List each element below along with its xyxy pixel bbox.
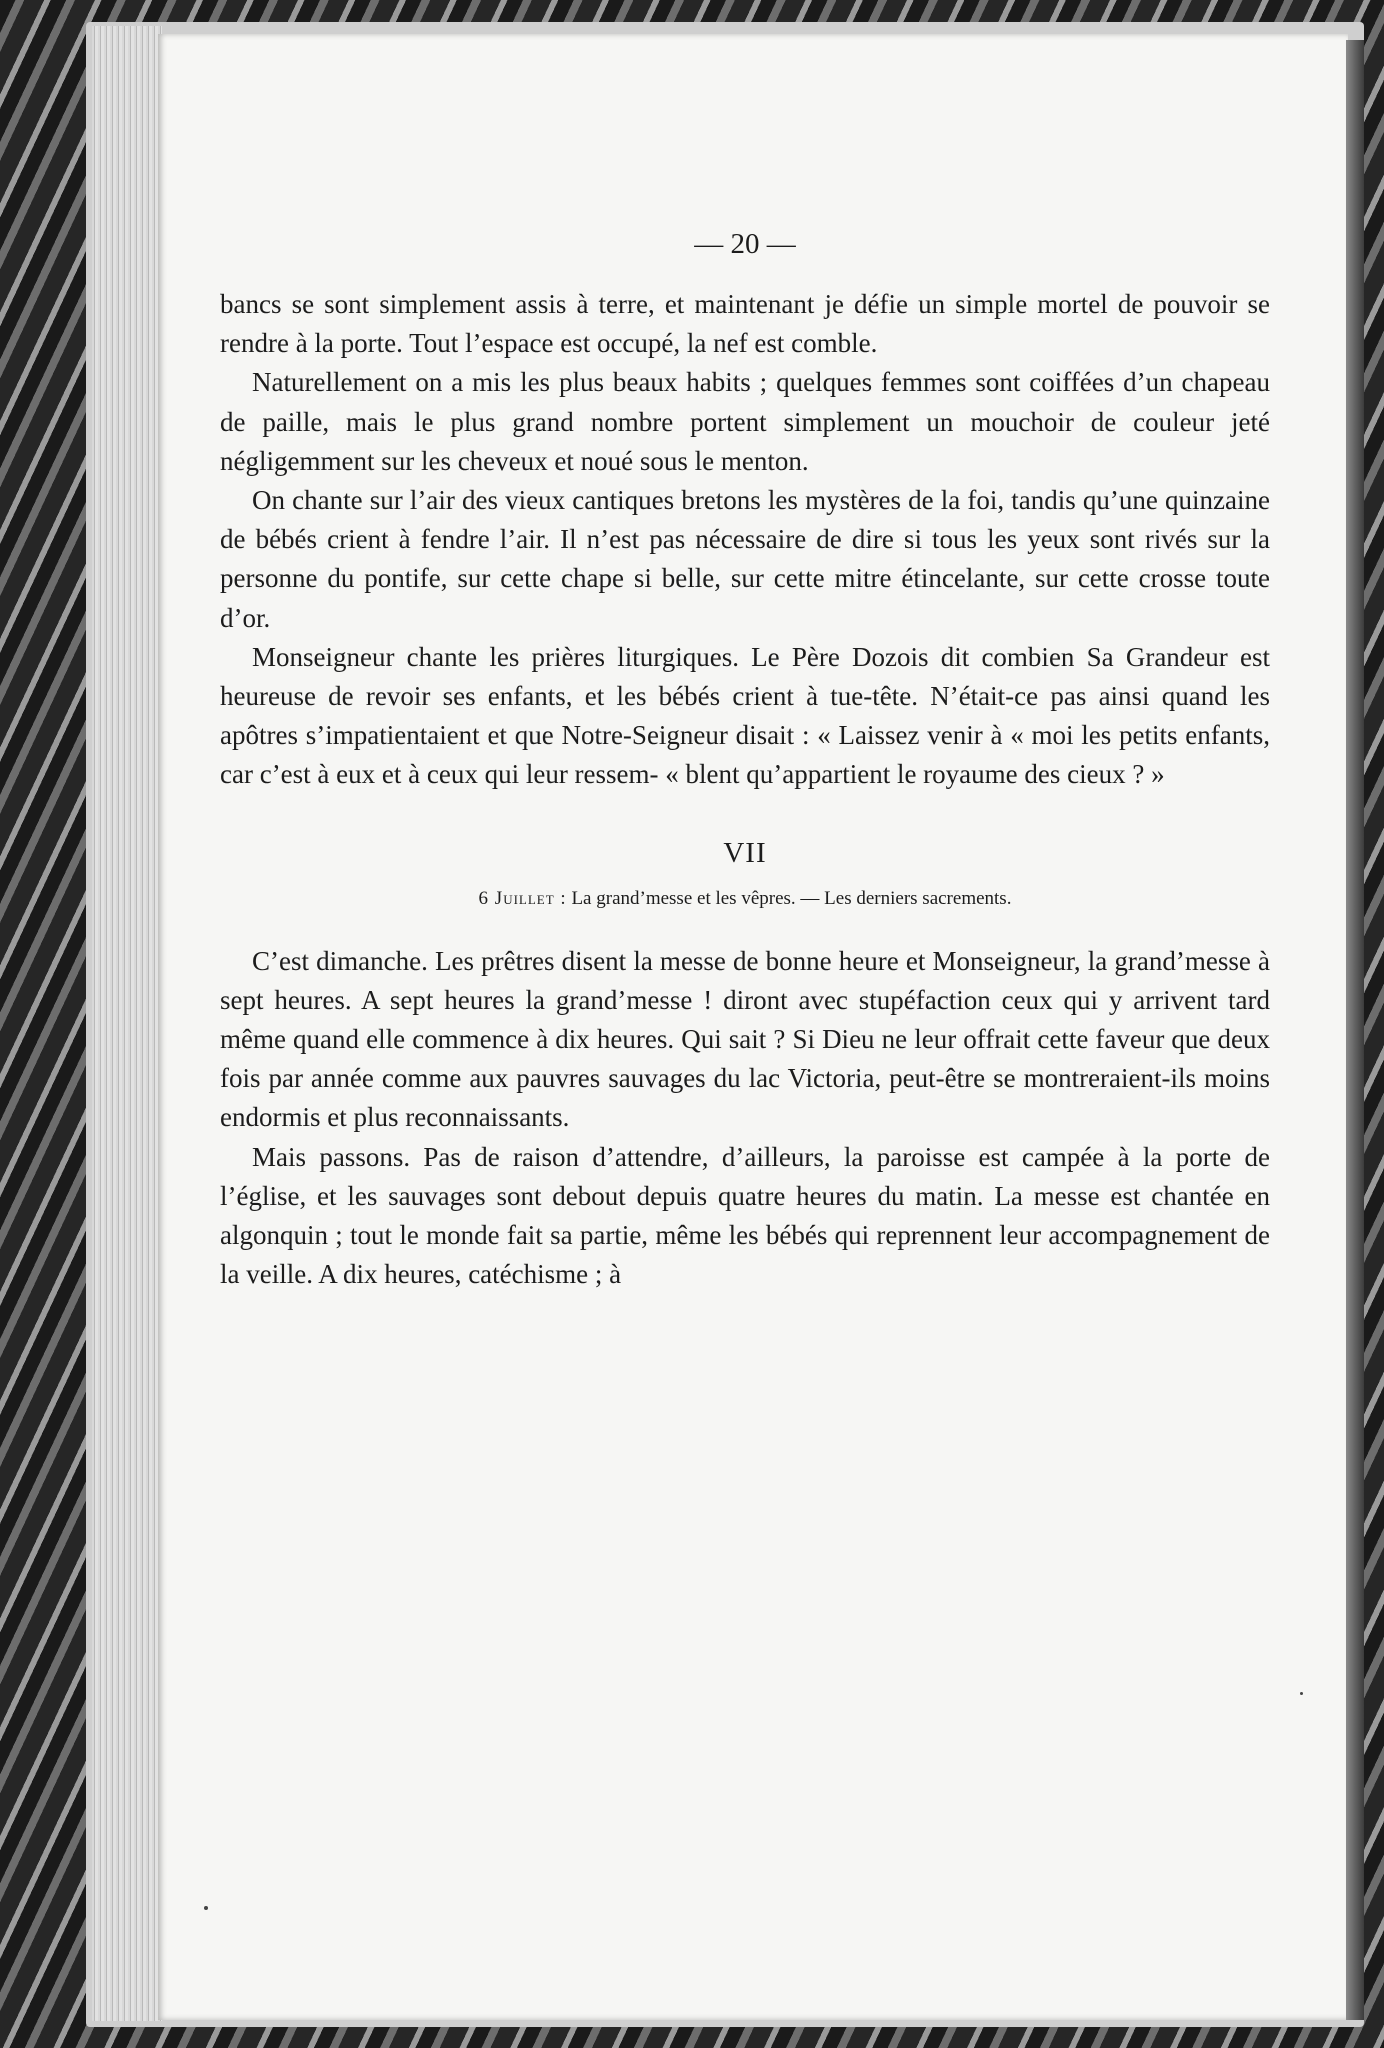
paragraph: On chante sur l’air des vieux cantiques bretons les mystères de la foi, tandis qu’une quinzaine de bébés crient à fendre l’air. Il n’est pas nécessaire de dire si tous les yeux sont rivés sur la personne du pontife, sur cette chape si belle, sur cette mitre étincelante, sur cette crosse toute d’or. <box>220 485 1270 633</box>
page-content <box>220 228 1270 1294</box>
section-date: 6 Juillet : <box>478 887 567 909</box>
paragraph: Naturellement on a mis les plus beaux habits ; quelques femmes sont coiffées d’un chapeau de paille, mais le plus grand nombre portent simplement un mouchoir de couleur jeté négligemment sur les cheveux et noué sous le menton. <box>220 367 1270 476</box>
section-heading: VII <box>723 836 767 869</box>
page-stack-edge <box>92 26 162 2021</box>
paragraph: bancs se sont simplement assis à terre, et maintenant je défie un simple mortel de pouvoir se rendre à la porte. Tout l’espace est occupé, la nef est comble. <box>220 289 1270 359</box>
paragraph: C’est dimanche. Les prêtres disent la messe de bonne heure et Monseigneur, la grand’messe à sept heures. A sept heures la grand’messe ! diront avec stupéfaction ceux qui y arrivent tard même quand elle commence à dix heures. Qui sait ? Si Dieu ne leur offrait cette faveur que deux fois par année comme aux pauvres sauvages du lac Victoria, peut-être se montreraient-ils moins endormis et plus reconnaissants. <box>220 945 1270 1133</box>
page-speck <box>1300 1692 1303 1695</box>
section-subheading <box>220 888 1270 910</box>
paragraph: Mais passons. Pas de raison d’attendre, d’ailleurs, la paroisse est campée à la porte de l’église, et les sauvages sont debout depuis quatre heures du matin. La messe est chantée en algonquin ; tout le monde fait sa partie, même les bébés qui reprennent leur accompagnement de la veille. A dix heures, catéchisme ; à <box>220 1141 1270 1290</box>
book-right-edge <box>1346 40 1364 2020</box>
paragraph: Monseigneur chante les prières liturgiques. Le Père Dozois dit combien Sa Grandeur est heureuse de revoir ses enfants, et les bébés crient à tue-tête. N’était-ce pas ainsi quand les apôtres s’impatientaient et que Notre-Seigneur disait : « Laissez venir à « moi les petits enfants, car c’est à eux et à ceux qui leur ressem- « blent qu’appartient le royaume des cieux ? » <box>220 641 1270 790</box>
page-number: — 20 — <box>694 228 796 260</box>
section-summary: La grand’messe et les vêpres. — Les derniers sacrements. <box>571 887 1012 909</box>
page-speck <box>204 1906 208 1910</box>
